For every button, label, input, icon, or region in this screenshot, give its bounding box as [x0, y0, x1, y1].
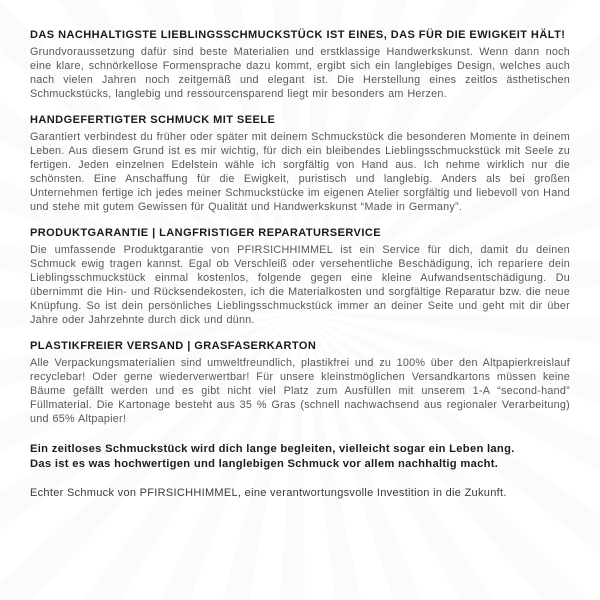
section-durability-body: Grundvoraussetzung dafür sind beste Materialien und erstklassige Handwerkskunst. Wenn dann noch eine klare, schnörkellose Formensprache dazu kommt, ergibt sich ein langlebiges Design, welches auch nach vielen Jahren noch zeitgemäß und elegant ist. Die Herstellung eines zeitlos ästhetischen Schmuckstücks, langlebig und ressourcensparend liegt mir besonders am Herzen. [30, 46, 570, 100]
footer-brand-statement: Echter Schmuck von PFIRSICHHIMMEL, eine verantwortungsvolle Investition in die Zukunft. [30, 487, 507, 499]
section-handmade [30, 113, 570, 214]
section-handmade-body: Garantiert verbindest du früher oder später mit deinem Schmuckstück die besonderen Momente in deinem Leben. Aus diesem Grund ist es mir wichtig, für dich ein bleibendes Lieblingsschmuckstück mit Seele zu fertigen. Jeden einzelnen Edelstein wähle ich sorgfältig von Hand aus. Ich nehme wirklich nur die schönsten. Eine Anschaffung für die Ewigkeit, puristisch und langlebig. Anders als bei großen Unternehmen fertige ich jedes meiner Schmuckstücke im eigenen Atelier sorgfältig und liebevoll von Hand und stehe mit gutem Gewissen für Qualität und Handwerkskunst “Made in Germany”. [30, 131, 570, 213]
section-shipping [30, 339, 570, 426]
section-durability [30, 28, 570, 101]
section-shipping-heading: PLASTIKFREIER VERSAND | GRASFASERKARTON [30, 340, 317, 352]
section-durability-heading: DAS NACHHALTIGSTE LIEBLINGSSCHMUCKSTÜCK IST EINES, DAS FÜR DIE EWIGKEIT HÄLT! [30, 29, 566, 41]
section-warranty [30, 226, 570, 327]
section-shipping-body: Alle Verpackungsmaterialien sind umweltfreundlich, plastikfrei und zu 100% über den Altpapierkreislauf recyclebar! Oder gerne wiederverwertbar! Für unsere kleinstmöglichen Versandkartons müssen keine Bäume gefällt werden und es gibt nicht viel Platz zum Ausfüllen mit unserem 1-A “second-hand” Füllmaterial. Die Kartonage besteht aus 35 % Gras (schnell nachwachsend aus regionaler Verarbeitung) und 65% Altpapier! [30, 357, 570, 425]
conclusion-line-1: Ein zeitloses Schmuckstück wird dich lange begleiten, vielleicht sogar ein Leben lang. [30, 443, 515, 455]
section-handmade-heading: HANDGEFERTIGTER SCHMUCK MIT SEELE [30, 114, 276, 126]
conclusion-line-2: Das ist es was hochwertigen und langlebigen Schmuck vor allem nachhaltig macht. [30, 458, 499, 470]
section-warranty-body: Die umfassende Produktgarantie von PFIRSICHHIMMEL ist ein Service für dich, damit du deinen Schmuck ewig tragen kannst. Egal ob Verschleiß oder versehentliche Beschädigung, ich repariere dein Lieblingsschmuckstück einmal kostenlos, folgende gegen eine kleine Aufwandsentschädigung. Du übernimmt die Hin- und Rücksendekosten, ich die Materialkosten und sorgfältige Reparatur bzw. die neue Knüpfung. So ist dein persönliches Lieblingsschmuckstück immer an deiner Seite und geht mit dir über Jahre oder Jahrzehnte durch dick und dünn. [30, 244, 570, 326]
conclusion-statement [30, 442, 570, 472]
section-warranty-heading: PRODUKTGARANTIE | LANGFRISTIGER REPARATURSERVICE [30, 227, 382, 239]
